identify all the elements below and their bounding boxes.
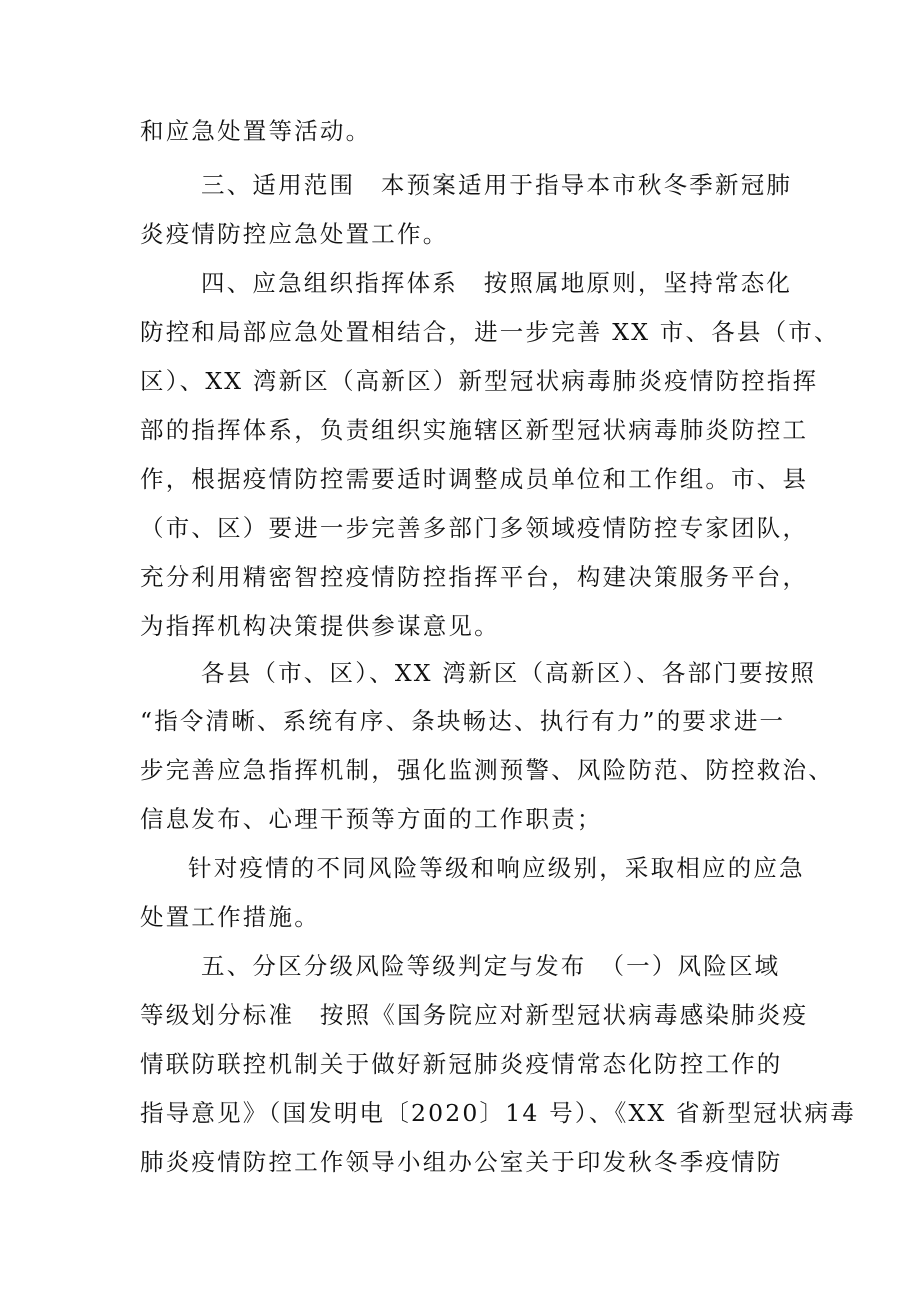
- text-line: 作，根据疫情防控需要适时调整成员单位和工作组。市、县: [140, 465, 809, 493]
- text-line: 情联防联控机制关于做好新冠肺炎疫情常态化防控工作的: [140, 1050, 783, 1078]
- text-line: 充分利用精密智控疫情防控指挥平台，构建决策服务平台，: [140, 563, 809, 591]
- text-line: 炎疫情防控应急处置工作。: [140, 220, 449, 248]
- section-heading-line: 三、适用范围 本预案适用于指导本市秋冬季新冠肺: [201, 171, 793, 199]
- text-line: （市、区）要进一步完善多部门多领域疫情防控专家团队，: [140, 514, 809, 542]
- text-line: 肺炎疫情防控工作领导小组办公室关于印发秋冬季疫情防: [140, 1148, 783, 1176]
- text-line: 部的指挥体系，负责组织实施辖区新型冠状病毒肺炎防控工: [140, 416, 809, 444]
- paragraph-start-line: 针对疫情的不同风险等级和响应级别，采取相应的应急: [188, 854, 805, 882]
- text-line: 为指挥机构决策提供参谋意见。: [140, 612, 500, 640]
- text-line: 步完善应急指挥机制，强化监测预警、风险防范、防控救治、: [140, 756, 834, 784]
- section-heading-line: 四、应急组织指挥体系 按照属地原则，坚持常态化: [201, 269, 793, 297]
- text-line: 等级划分标准 按照《国务院应对新型冠状病毒感染肺炎疫: [140, 1001, 809, 1029]
- text-line: 和应急处置等活动。: [140, 117, 372, 145]
- text-line: “指令清晰、系统有序、条块畅达、执行有力”的要求进一: [140, 707, 786, 735]
- text-line: 指导意见》（国发明电〔2020〕14 号）、《XX 省新型冠状病毒: [140, 1099, 856, 1127]
- paragraph-start-line: 各县（市、区）、XX 湾新区（高新区）、各部门要按照: [201, 659, 817, 687]
- text-line: 防控和局部应急处置相结合，进一步完善 XX 市、各县（市、: [140, 318, 840, 346]
- text-line: 信息发布、心理干预等方面的工作职责；: [140, 805, 603, 833]
- section-heading-line: 五、分区分级风险等级判定与发布 （一）风险区域: [201, 952, 781, 980]
- text-line: 处置工作措施。: [140, 903, 320, 931]
- text-line: 区）、XX 湾新区（高新区）新型冠状病毒肺炎疫情防控指挥: [140, 367, 819, 395]
